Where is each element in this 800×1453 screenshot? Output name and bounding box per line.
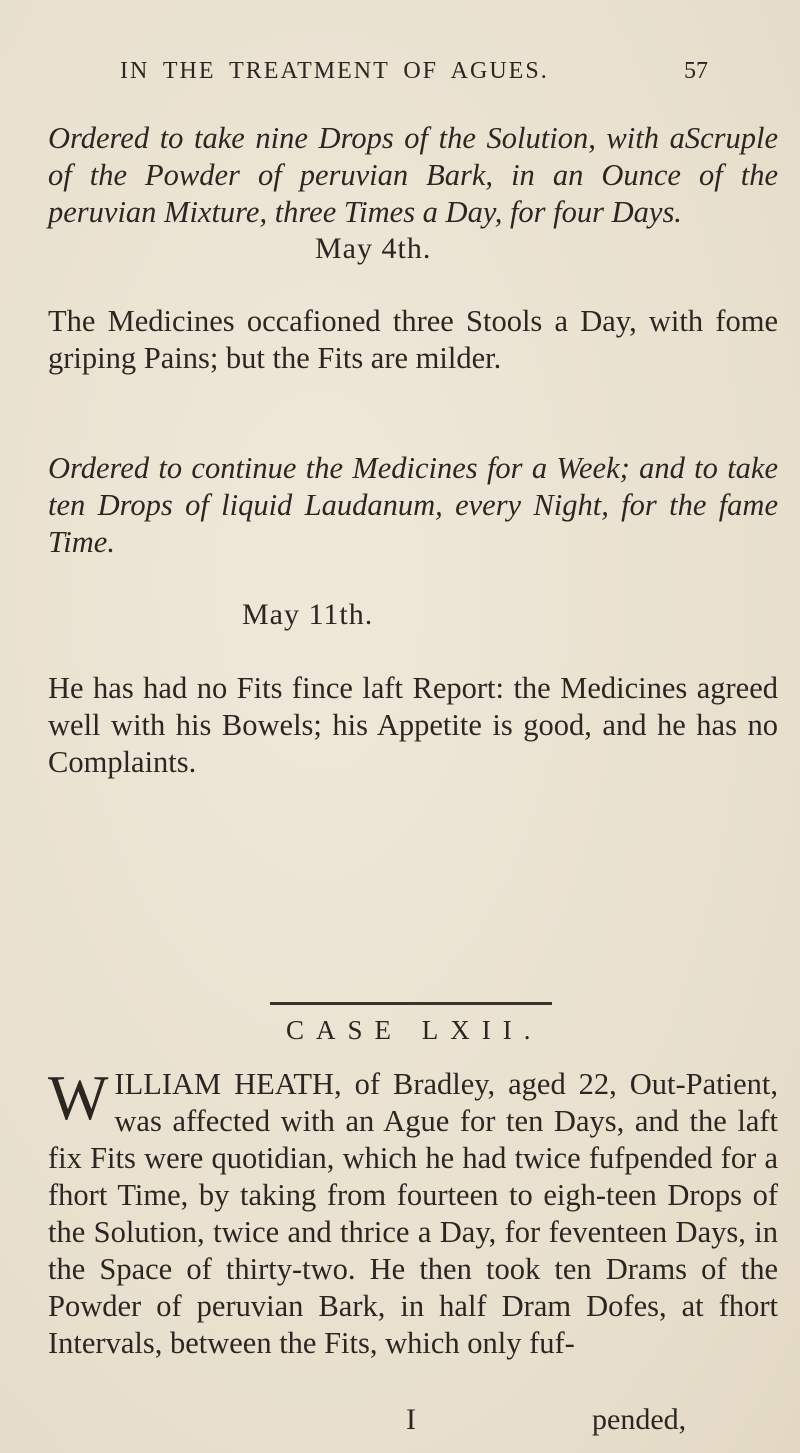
- case-paragraph: [48, 1062, 778, 1362]
- case-heading: CASE LXII.: [286, 1015, 543, 1045]
- catchword: pended,: [592, 1403, 687, 1436]
- signature-mark: I: [406, 1403, 416, 1436]
- date-may-11: May 11th.: [242, 598, 374, 631]
- drop-cap: W: [48, 1062, 109, 1133]
- paragraph-ordered-drops: Ordered to take nine Drops of the Solution, with aScruple of the Powder of peruvian Bark, in an Ounce of the peruvian Mixture, three Times a Day, for four Days.: [48, 121, 778, 229]
- section-divider: [270, 1002, 552, 1005]
- running-title: IN THE TREATMENT OF AGUES.: [120, 58, 549, 84]
- paragraph-medicines-stools: The Medicines occafioned three Stools a Day, with fome griping Pains; but the Fits are milder.: [48, 304, 778, 375]
- paragraph-no-fits: He has had no Fits fince laft Report: the Medicines agreed well with his Bowels; his Appetite is good, and he has no Complaints.: [48, 671, 778, 779]
- case-body-text: ILLIAM HEATH, of Bradley, aged 22, Out-Patient, was affected with an Ague for ten Days, and the laft fix Fits were quotidian, which he had twice fufpended for a fhort Time, by taking from fourteen to eigh-teen Drops of the Solution, twice and thrice a Day, for feventeen Days, in the Space of thirty-two. He then took ten Drams of the Powder of peruvian Bark, in half Dram Dofes, at fhort Intervals, between the Fits, which only fuf-: [48, 1067, 778, 1360]
- paragraph-ordered-continue: Ordered to continue the Medicines for a Week; and to take ten Drops of liquid Laudanum, every Night, for the fame Time.: [48, 451, 778, 559]
- page-number: 57: [684, 58, 708, 84]
- date-may-4: May 4th.: [315, 232, 432, 265]
